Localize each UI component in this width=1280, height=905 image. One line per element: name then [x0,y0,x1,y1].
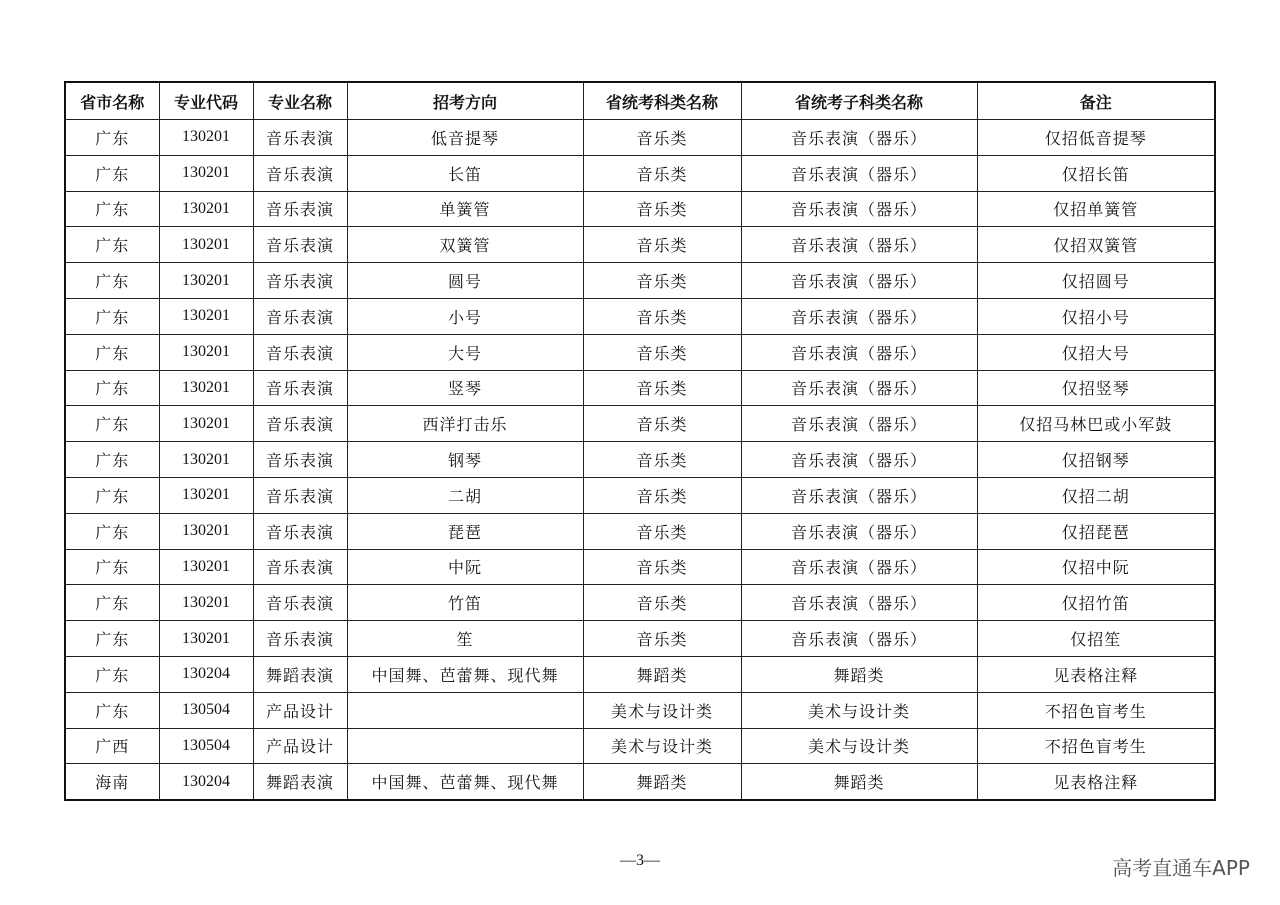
cell-province: 广东 [65,656,159,692]
header-major-name: 专业名称 [253,82,347,120]
cell-exam-subcategory: 音乐表演（器乐） [741,334,977,370]
header-province: 省市名称 [65,82,159,120]
cell-direction: 低音提琴 [347,120,583,156]
table-body [65,120,1215,801]
cell-major-name: 音乐表演 [253,227,347,263]
admissions-table [64,81,1216,801]
cell-major-name: 音乐表演 [253,406,347,442]
cell-major-code: 130201 [159,585,253,621]
cell-direction: 大号 [347,334,583,370]
header-direction: 招考方向 [347,82,583,120]
table-row [65,621,1215,657]
cell-direction: 双簧管 [347,227,583,263]
cell-direction: 竹笛 [347,585,583,621]
header-exam-subcategory: 省统考子科类名称 [741,82,977,120]
table-row [65,477,1215,513]
cell-exam-subcategory: 音乐表演（器乐） [741,513,977,549]
cell-major-name: 产品设计 [253,692,347,728]
cell-province: 广东 [65,370,159,406]
cell-province: 广东 [65,549,159,585]
cell-exam-category: 音乐类 [583,227,741,263]
table-row [65,406,1215,442]
cell-province: 广东 [65,227,159,263]
table-row [65,728,1215,764]
cell-province: 广西 [65,728,159,764]
cell-remarks: 仅招钢琴 [977,442,1215,478]
cell-exam-category: 音乐类 [583,191,741,227]
table-row [65,120,1215,156]
cell-major-code: 130201 [159,155,253,191]
cell-exam-category: 舞蹈类 [583,764,741,800]
cell-province: 海南 [65,764,159,800]
cell-major-name: 音乐表演 [253,442,347,478]
cell-exam-subcategory: 音乐表演（器乐） [741,263,977,299]
cell-exam-category: 音乐类 [583,263,741,299]
table-row [65,334,1215,370]
cell-exam-subcategory: 音乐表演（器乐） [741,155,977,191]
table-row [65,585,1215,621]
cell-exam-subcategory: 美术与设计类 [741,728,977,764]
cell-province: 广东 [65,692,159,728]
table-row [65,191,1215,227]
table-row [65,513,1215,549]
cell-exam-category: 音乐类 [583,549,741,585]
cell-major-name: 音乐表演 [253,120,347,156]
cell-remarks: 仅招双簧管 [977,227,1215,263]
cell-exam-subcategory: 音乐表演（器乐） [741,442,977,478]
cell-major-code: 130201 [159,442,253,478]
cell-major-code: 130201 [159,191,253,227]
cell-major-code: 130201 [159,227,253,263]
page-number: —3— [620,852,660,869]
cell-province: 广东 [65,263,159,299]
cell-major-name: 音乐表演 [253,585,347,621]
table-row [65,764,1215,800]
cell-major-code: 130204 [159,656,253,692]
cell-direction [347,728,583,764]
cell-province: 广东 [65,585,159,621]
cell-major-code: 130201 [159,406,253,442]
cell-direction: 圆号 [347,263,583,299]
table-header-row [65,82,1215,120]
cell-exam-category: 美术与设计类 [583,728,741,764]
cell-major-name: 音乐表演 [253,334,347,370]
cell-remarks: 不招色盲考生 [977,728,1215,764]
cell-exam-category: 美术与设计类 [583,692,741,728]
table-row [65,549,1215,585]
cell-major-name: 音乐表演 [253,155,347,191]
cell-exam-subcategory: 音乐表演（器乐） [741,549,977,585]
cell-remarks: 仅招单簧管 [977,191,1215,227]
cell-province: 广东 [65,442,159,478]
cell-remarks: 仅招长笛 [977,155,1215,191]
cell-major-code: 130201 [159,513,253,549]
cell-major-code: 130201 [159,298,253,334]
cell-exam-subcategory: 音乐表演（器乐） [741,585,977,621]
header-major-code: 专业代码 [159,82,253,120]
cell-exam-category: 音乐类 [583,370,741,406]
cell-exam-subcategory: 音乐表演（器乐） [741,621,977,657]
cell-major-name: 音乐表演 [253,549,347,585]
cell-exam-subcategory: 音乐表演（器乐） [741,477,977,513]
table-row [65,656,1215,692]
table-row [65,227,1215,263]
cell-direction: 西洋打击乐 [347,406,583,442]
cell-remarks: 不招色盲考生 [977,692,1215,728]
cell-major-name: 舞蹈表演 [253,764,347,800]
cell-major-name: 音乐表演 [253,298,347,334]
cell-direction: 单簧管 [347,191,583,227]
cell-direction [347,692,583,728]
cell-direction: 笙 [347,621,583,657]
cell-direction: 中国舞、芭蕾舞、现代舞 [347,764,583,800]
cell-exam-category: 音乐类 [583,298,741,334]
cell-province: 广东 [65,513,159,549]
cell-major-code: 130504 [159,728,253,764]
cell-exam-subcategory: 舞蹈类 [741,656,977,692]
cell-exam-subcategory: 音乐表演（器乐） [741,227,977,263]
cell-direction: 二胡 [347,477,583,513]
cell-exam-category: 音乐类 [583,621,741,657]
cell-remarks: 仅招竖琴 [977,370,1215,406]
cell-major-code: 130201 [159,263,253,299]
table-row [65,298,1215,334]
cell-major-code: 130204 [159,764,253,800]
cell-remarks: 仅招笙 [977,621,1215,657]
cell-exam-category: 音乐类 [583,120,741,156]
cell-major-name: 音乐表演 [253,263,347,299]
cell-major-code: 130201 [159,621,253,657]
table-row [65,263,1215,299]
cell-major-name: 产品设计 [253,728,347,764]
cell-major-name: 音乐表演 [253,191,347,227]
cell-exam-subcategory: 美术与设计类 [741,692,977,728]
cell-exam-subcategory: 音乐表演（器乐） [741,370,977,406]
cell-province: 广东 [65,477,159,513]
cell-province: 广东 [65,298,159,334]
cell-province: 广东 [65,621,159,657]
cell-exam-category: 音乐类 [583,442,741,478]
cell-direction: 小号 [347,298,583,334]
cell-province: 广东 [65,406,159,442]
cell-major-code: 130201 [159,334,253,370]
cell-remarks: 仅招竹笛 [977,585,1215,621]
cell-province: 广东 [65,120,159,156]
cell-exam-subcategory: 音乐表演（器乐） [741,298,977,334]
cell-exam-category: 音乐类 [583,334,741,370]
cell-exam-subcategory: 音乐表演（器乐） [741,120,977,156]
cell-direction: 中国舞、芭蕾舞、现代舞 [347,656,583,692]
cell-remarks: 仅招大号 [977,334,1215,370]
cell-remarks: 仅招中阮 [977,549,1215,585]
cell-direction: 琵琶 [347,513,583,549]
cell-exam-category: 舞蹈类 [583,656,741,692]
cell-major-code: 130201 [159,120,253,156]
cell-exam-category: 音乐类 [583,155,741,191]
cell-remarks: 仅招琵琶 [977,513,1215,549]
table-row [65,155,1215,191]
cell-major-name: 音乐表演 [253,477,347,513]
cell-remarks: 仅招低音提琴 [977,120,1215,156]
cell-exam-subcategory: 音乐表演（器乐） [741,406,977,442]
cell-exam-category: 音乐类 [583,477,741,513]
cell-direction: 中阮 [347,549,583,585]
cell-remarks: 仅招二胡 [977,477,1215,513]
cell-exam-category: 音乐类 [583,406,741,442]
table-row [65,370,1215,406]
header-remarks: 备注 [977,82,1215,120]
cell-remarks: 仅招圆号 [977,263,1215,299]
header-exam-category: 省统考科类名称 [583,82,741,120]
table-row [65,442,1215,478]
cell-remarks: 见表格注释 [977,656,1215,692]
cell-province: 广东 [65,334,159,370]
cell-exam-category: 音乐类 [583,585,741,621]
cell-exam-category: 音乐类 [583,513,741,549]
watermark-logo-text: 高考直通车APP [1112,856,1250,880]
cell-remarks: 见表格注释 [977,764,1215,800]
cell-direction: 钢琴 [347,442,583,478]
cell-province: 广东 [65,191,159,227]
table-row [65,692,1215,728]
cell-remarks: 仅招马林巴或小军鼓 [977,406,1215,442]
cell-province: 广东 [65,155,159,191]
cell-major-name: 舞蹈表演 [253,656,347,692]
cell-major-name: 音乐表演 [253,621,347,657]
cell-major-code: 130504 [159,692,253,728]
cell-major-code: 130201 [159,549,253,585]
cell-major-name: 音乐表演 [253,370,347,406]
cell-exam-subcategory: 音乐表演（器乐） [741,191,977,227]
cell-direction: 长笛 [347,155,583,191]
cell-major-code: 130201 [159,477,253,513]
cell-direction: 竖琴 [347,370,583,406]
cell-exam-subcategory: 舞蹈类 [741,764,977,800]
cell-remarks: 仅招小号 [977,298,1215,334]
cell-major-code: 130201 [159,370,253,406]
cell-major-name: 音乐表演 [253,513,347,549]
